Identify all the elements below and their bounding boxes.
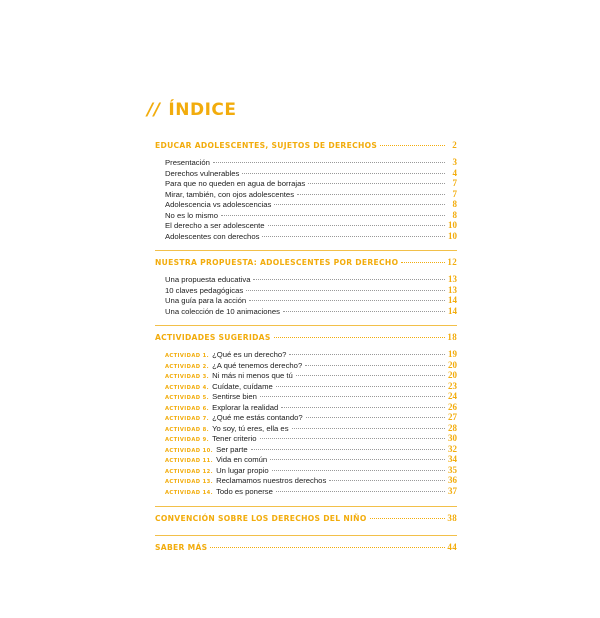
toc-section[interactable] [155, 325, 457, 343]
entry-label: Explorar la realidad [212, 402, 279, 412]
page-number: 13 [448, 274, 457, 284]
title-text: ÍNDICE [168, 100, 237, 120]
entry-label: Un lugar propio [216, 465, 269, 475]
toc-entry[interactable] [155, 189, 457, 200]
toc-entry[interactable] [155, 295, 457, 306]
entry-label: Adolescencia vs adolescencias [165, 200, 272, 209]
page-number: 30 [448, 433, 457, 443]
title-slashes: // [147, 100, 161, 120]
entry-label: Reclamamos nuestros derechos [216, 476, 327, 485]
dot-leader [246, 290, 445, 291]
dot-leader [260, 438, 446, 439]
dot-leader [283, 311, 445, 312]
table-of-contents [155, 140, 457, 553]
toc-entry[interactable] [155, 157, 457, 168]
page-number: 3 [452, 157, 457, 167]
dot-leader [274, 337, 445, 338]
page-number: 27 [448, 412, 457, 422]
page-title [147, 100, 237, 120]
page-number: 28 [448, 422, 457, 433]
toc-entry[interactable] [155, 285, 457, 296]
dot-leader [370, 518, 445, 519]
toc-entry[interactable] [155, 231, 457, 242]
dot-leader [296, 375, 445, 376]
toc-section[interactable] [155, 250, 457, 268]
activity-entry[interactable] [155, 402, 457, 413]
activity-entry[interactable] [155, 475, 457, 486]
entry-label: Una guía para la acción [165, 296, 247, 305]
activity-entry[interactable] [155, 423, 457, 434]
activity-entry[interactable] [155, 486, 457, 497]
activity-entry[interactable] [155, 433, 457, 444]
activity-number: ACTIVIDAD 6. [165, 405, 210, 412]
entry-label: Sentirse bien [212, 392, 257, 401]
dot-leader [270, 459, 445, 460]
entry-label: Derechos vulnerables [165, 168, 240, 178]
dot-leader [305, 365, 445, 366]
page-number: 37 [448, 485, 457, 496]
page-number: 10 [448, 230, 457, 241]
page-number: 13 [448, 284, 457, 295]
dot-leader [276, 491, 445, 492]
toc-section[interactable] [155, 535, 457, 553]
page-number: 8 [452, 199, 457, 209]
dot-leader [242, 173, 445, 174]
entry-label: Yo soy, tú eres, ella es [212, 423, 289, 433]
toc-section[interactable] [155, 140, 457, 151]
activity-number: ACTIVIDAD 13. [165, 479, 214, 485]
dot-leader [308, 183, 445, 184]
activity-number: ACTIVIDAD 10. [165, 447, 214, 454]
dot-leader [281, 407, 445, 408]
entry-label: 10 claves pedagógicas [165, 285, 244, 295]
page-number: 18 [447, 332, 457, 342]
entry-label: Adolescentes con derechos [165, 231, 260, 241]
page-number: 24 [448, 391, 457, 401]
toc-entry[interactable] [155, 168, 457, 179]
page-number: 12 [447, 257, 457, 267]
dot-leader [268, 225, 445, 226]
entry-label: ¿Qué es un derecho? [212, 350, 287, 359]
dot-leader [272, 470, 445, 471]
entry-label: ¿Qué me estás contando? [212, 413, 303, 422]
dot-leader [401, 262, 445, 263]
activity-number: ACTIVIDAD 2. [165, 363, 210, 370]
dot-leader [289, 354, 445, 355]
activity-entry[interactable] [155, 381, 457, 392]
page-number: 10 [448, 220, 457, 230]
entry-label: Tener criterio [212, 434, 257, 443]
dot-leader [306, 417, 445, 418]
activity-number: ACTIVIDAD 4. [165, 384, 210, 391]
activity-entry[interactable] [155, 370, 457, 381]
toc-entry[interactable] [155, 210, 457, 221]
dot-leader [274, 204, 445, 205]
section-title: EDUCAR ADOLESCENTES, SUJETOS DE DERECHOS [155, 141, 378, 150]
entry-label: Todo es ponerse [216, 486, 273, 496]
activity-entry[interactable] [155, 412, 457, 423]
dot-leader [260, 396, 445, 397]
activity-number: ACTIVIDAD 12. [165, 468, 214, 475]
activity-number: ACTIVIDAD 9. [165, 437, 210, 443]
toc-entry[interactable] [155, 220, 457, 231]
section-title: CONVENCIÓN SOBRE LOS DERECHOS DEL NIÑO [155, 514, 367, 523]
dot-leader [276, 386, 445, 387]
page-number: 14 [448, 305, 457, 316]
section-title: NUESTRA PROPUESTA: ADOLESCENTES POR DERECHO [155, 258, 399, 267]
activity-entry[interactable] [155, 454, 457, 465]
page-number: 20 [448, 370, 457, 380]
page-number: 8 [452, 209, 457, 220]
dot-leader [210, 547, 445, 548]
page-number: 7 [452, 178, 457, 188]
entry-label: Cuídate, cuídame [212, 381, 273, 391]
activity-entry[interactable] [155, 465, 457, 476]
dot-leader [380, 145, 445, 146]
page-number: 23 [448, 380, 457, 391]
entry-label: Presentación [165, 158, 210, 167]
page-number: 20 [448, 359, 457, 370]
page-number: 2 [452, 140, 457, 150]
entry-label: Mirar, también, con ojos adolescentes [165, 189, 295, 199]
page-number: 4 [452, 167, 457, 178]
activity-number: ACTIVIDAD 8. [165, 426, 210, 433]
page-number: 35 [448, 464, 457, 475]
entry-label: No es lo mismo [165, 210, 218, 220]
activity-entry[interactable] [155, 360, 457, 371]
toc-entry[interactable] [155, 199, 457, 210]
page-number: 32 [448, 443, 457, 454]
toc-entry[interactable] [155, 306, 457, 317]
activity-number: ACTIVIDAD 5. [165, 395, 210, 401]
toc-section[interactable] [155, 506, 457, 524]
dot-leader [213, 162, 445, 163]
dot-leader [292, 428, 445, 429]
page-number: 19 [448, 349, 457, 359]
activity-number: ACTIVIDAD 7. [165, 416, 210, 422]
activity-entry[interactable] [155, 444, 457, 455]
dot-leader [297, 194, 445, 195]
page-number: 14 [448, 295, 457, 305]
activity-number: ACTIVIDAD 14. [165, 489, 214, 496]
activity-entry[interactable] [155, 349, 457, 360]
entry-label: Ni más ni menos que tú [212, 371, 293, 380]
toc-entry[interactable] [155, 274, 457, 285]
entry-label: Para que no queden en agua de borrajas [165, 179, 306, 188]
page-number: 7 [452, 188, 457, 199]
activity-number: ACTIVIDAD 3. [165, 374, 210, 380]
activity-number: ACTIVIDAD 1. [165, 353, 210, 359]
activity-number: ACTIVIDAD 11. [165, 458, 214, 464]
dot-leader [221, 215, 445, 216]
entry-label: ¿A qué tenemos derecho? [212, 360, 303, 370]
entry-label: El derecho a ser adolescente [165, 221, 265, 230]
page-number: 34 [448, 454, 457, 464]
toc-entry[interactable] [155, 178, 457, 189]
page-number: 36 [448, 475, 457, 485]
entry-label: Una colección de 10 animaciones [165, 306, 280, 316]
dot-leader [253, 279, 445, 280]
page-number: 26 [448, 401, 457, 412]
entry-label: Una propuesta educativa [165, 275, 251, 284]
page-number: 44 [447, 542, 457, 552]
entry-label: Vida en común [216, 455, 268, 464]
section-title: ACTIVIDADES SUGERIDAS [155, 333, 271, 342]
dot-leader [329, 480, 445, 481]
dot-leader [249, 300, 445, 301]
entry-label: Ser parte [216, 444, 248, 454]
activity-entry[interactable] [155, 391, 457, 402]
section-title: SABER MÁS [155, 543, 208, 552]
dot-leader [251, 449, 445, 450]
page-number: 38 [447, 513, 457, 523]
dot-leader [262, 236, 445, 237]
